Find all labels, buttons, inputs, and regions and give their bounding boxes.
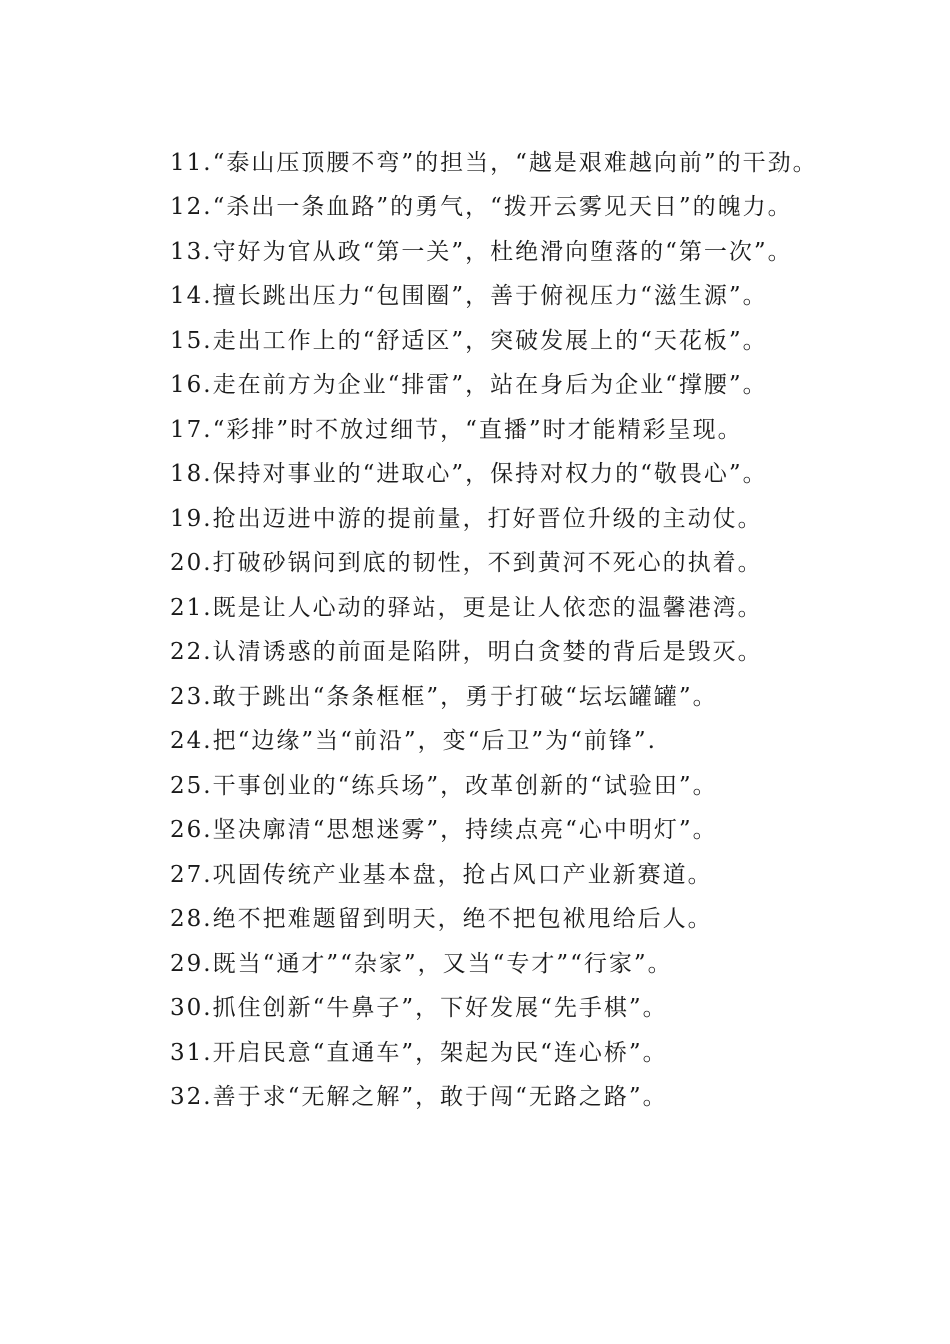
list-item-19: 19.抢出迈进中游的提前量，打好晋位升级的主动仗。 bbox=[170, 505, 763, 532]
document-body bbox=[120, 140, 835, 1120]
list-item-29: 29.既当“通才”“杂家”，又当“专才”“行家”。 bbox=[170, 950, 673, 977]
list-item-20: 20.打破砂锅问到底的韧性，不到黄河不死心的执着。 bbox=[170, 550, 763, 576]
list-item-21: 21.既是让人心动的驿站，更是让人依恋的温馨港湾。 bbox=[170, 594, 763, 621]
list-item-25: 25.干事创业的“练兵场”，改革创新的“试验田”。 bbox=[170, 772, 718, 799]
list-item-14: 14.擅长跳出压力“包围圈”，善于俯视压力“滋生源”。 bbox=[170, 283, 768, 309]
list-item-18: 18.保持对事业的“进取心”，保持对权力的“敬畏心”。 bbox=[170, 461, 768, 487]
list-item-26: 26.坚决廓清“思想迷雾”，持续点亮“心中明灯”。 bbox=[170, 817, 718, 843]
list-item-32: 32.善于求“无解之解”，敢于闯“无路之路”。 bbox=[170, 1084, 668, 1110]
list-item-11: 11.“泰山压顶腰不弯”的担当，“越是艰难越向前”的干劲。 bbox=[170, 150, 818, 176]
list-item-12: 12.“杀出一条血路”的勇气，“拨开云雾见天日”的魄力。 bbox=[170, 194, 793, 220]
list-item-17: 17.“彩排”时不放过细节，“直播”时才能精彩呈现。 bbox=[170, 416, 743, 443]
list-item-13: 13.守好为官从政“第一关”，杜绝滑向堕落的“第一次”。 bbox=[170, 238, 793, 265]
list-item-27: 27.巩固传统产业基本盘，抢占风口产业新赛道。 bbox=[170, 861, 713, 888]
list-item-22: 22.认清诱惑的前面是陷阱，明白贪婪的背后是毁灭。 bbox=[170, 639, 763, 665]
list-item-23: 23.敢于跳出“条条框框”，勇于打破“坛坛罐罐”。 bbox=[170, 683, 718, 710]
list-item-16: 16.走在前方为企业“排雷”，站在身后为企业“撑腰”。 bbox=[170, 372, 768, 398]
list-item-31: 31.开启民意“直通车”，架起为民“连心桥”。 bbox=[170, 1039, 668, 1066]
list-item-24: 24.把“边缘”当“前沿”，变“后卫”为“前锋”. bbox=[170, 728, 657, 754]
list-item-28: 28.绝不把难题留到明天，绝不把包袱甩给后人。 bbox=[170, 906, 713, 932]
list-item-15: 15.走出工作上的“舒适区”，突破发展上的“天花板”。 bbox=[170, 327, 768, 354]
list-item-30: 30.抓住创新“牛鼻子”，下好发展“先手棋”。 bbox=[170, 995, 668, 1021]
